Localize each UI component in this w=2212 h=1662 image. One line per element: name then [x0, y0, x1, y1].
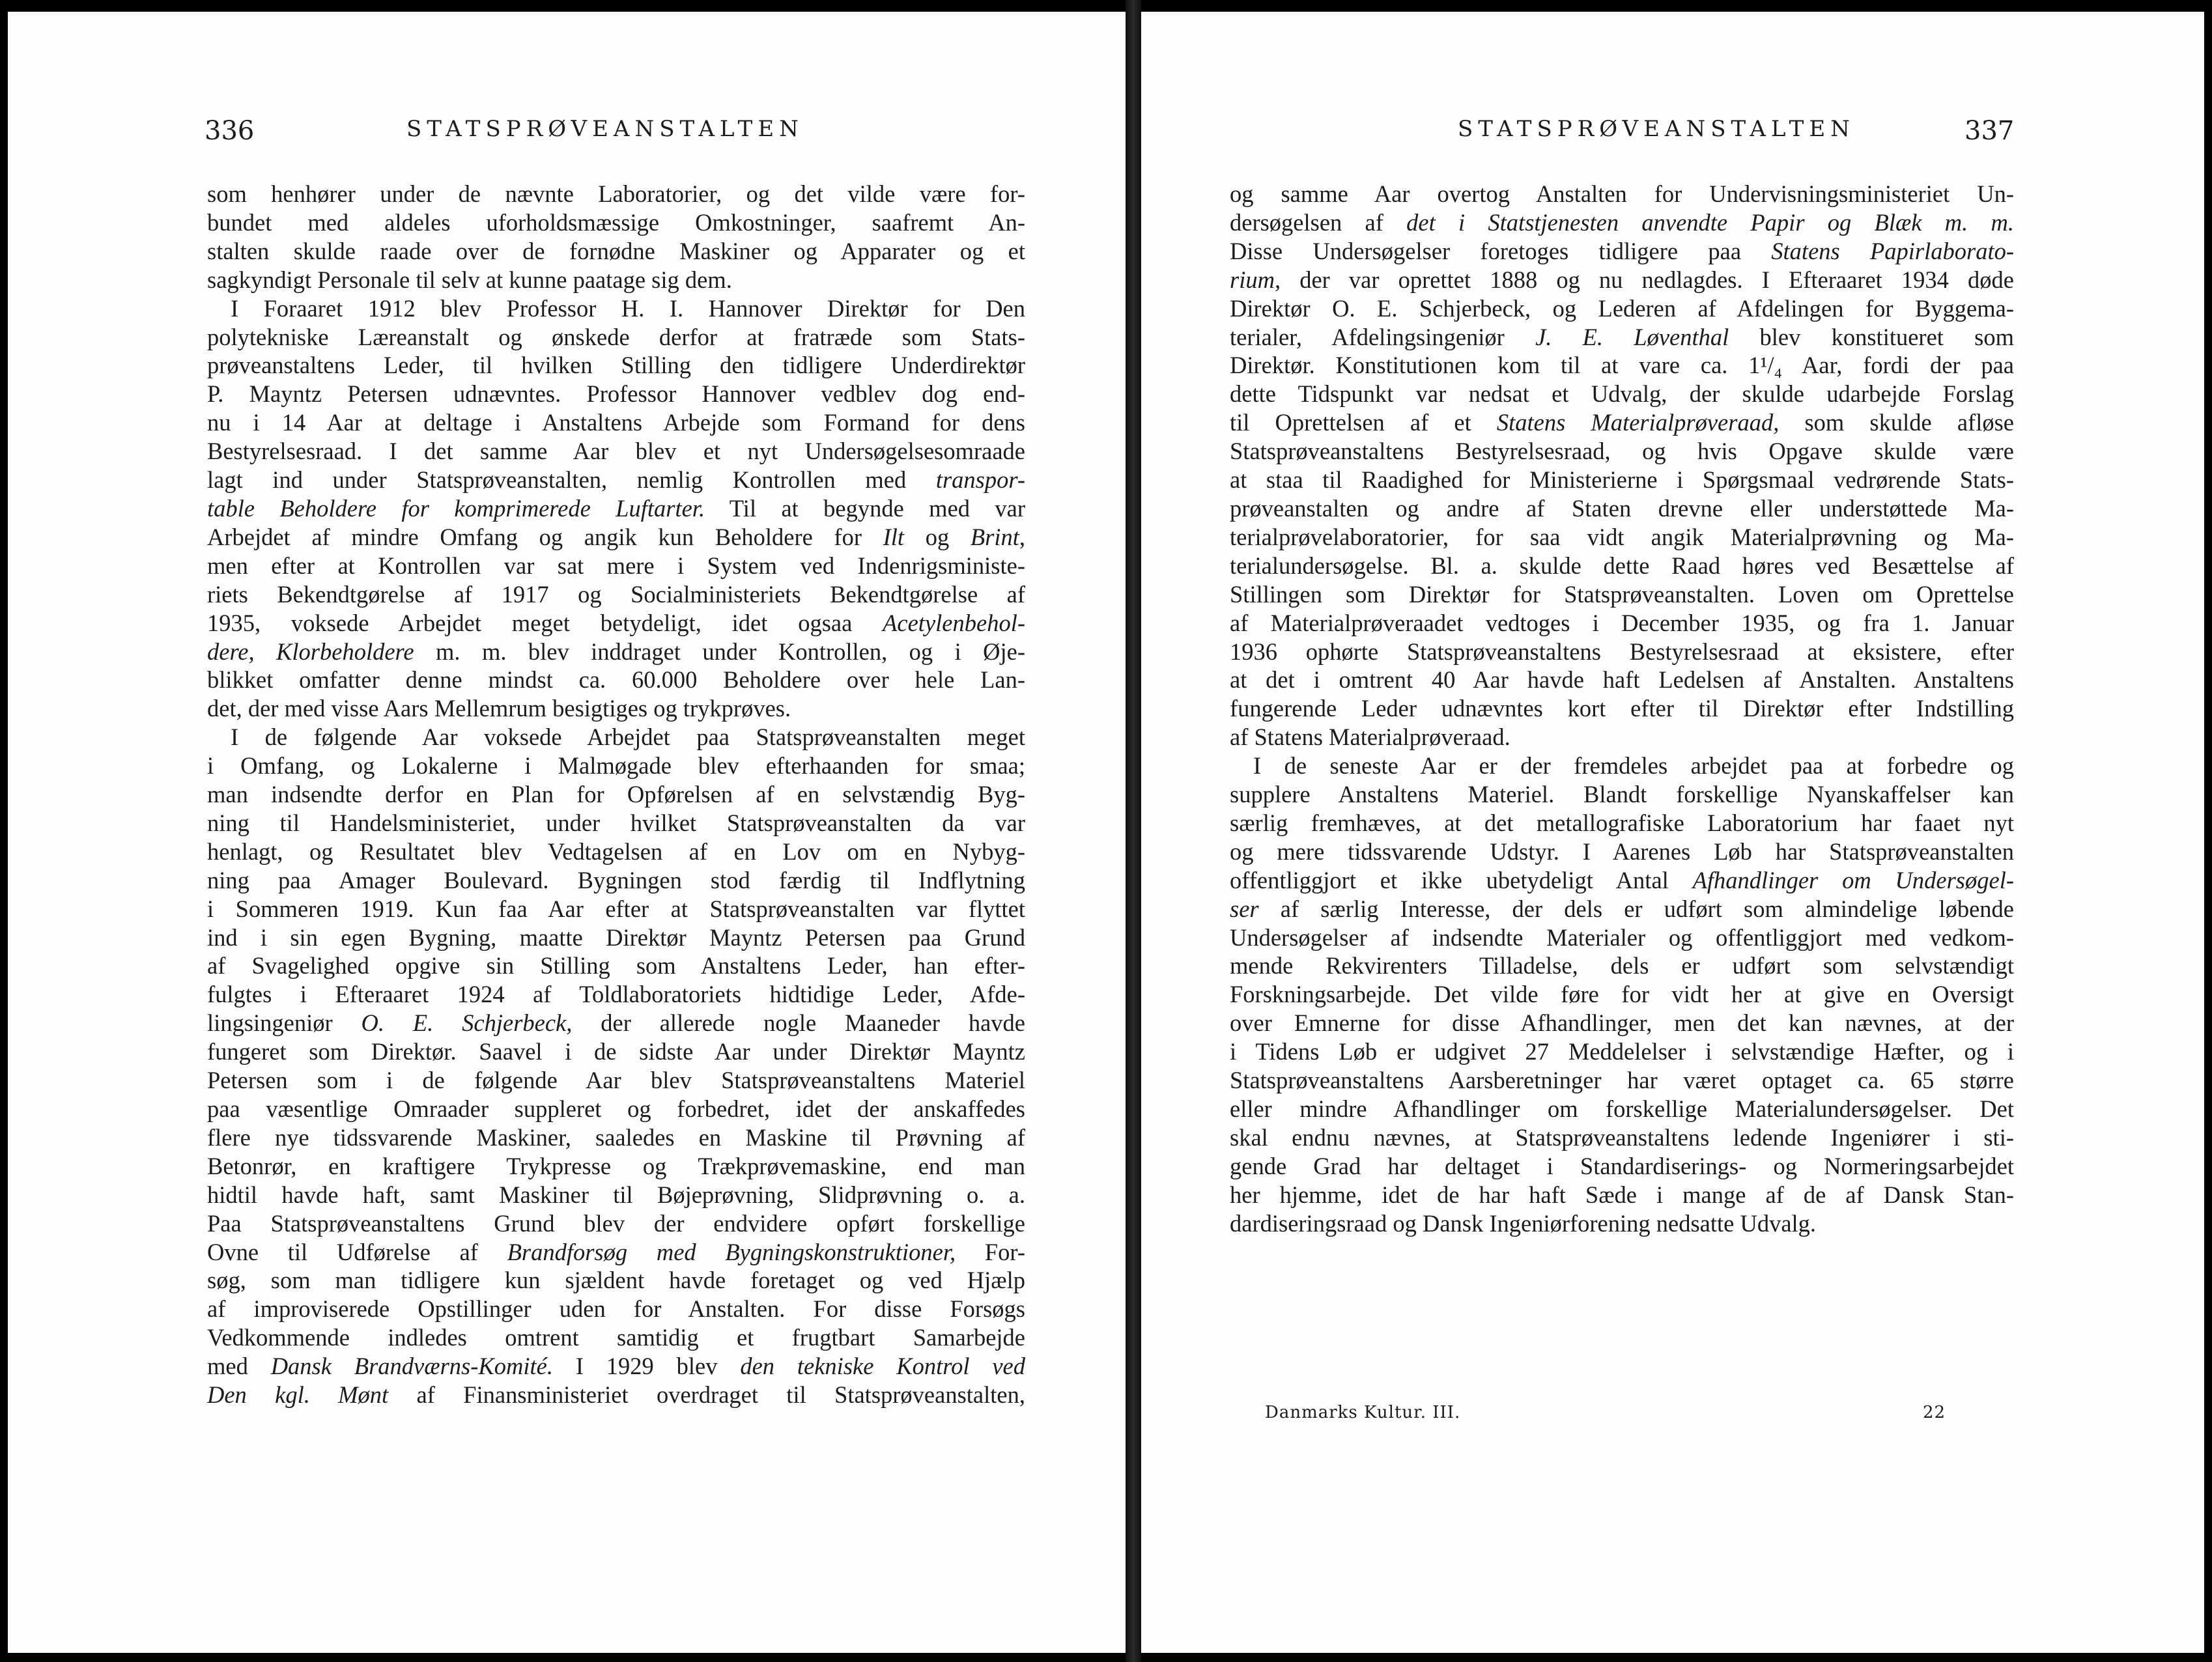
text-line: flere nye tidssvarende Maskiner, saaledes en Maskine til Prøvning af	[207, 1123, 1025, 1151]
text-line: dersøgelsen af det i Statstjenesten anvendte Papir og Blæk m. m.	[1230, 208, 2014, 236]
text-line: terialprøvelaboratorier, for saa vidt angik Materialprøvning og Ma-	[1230, 523, 2014, 550]
text-line: I Foraaret 1912 blev Professor H. I. Hannover Direktør for Den	[231, 294, 1025, 322]
text-line: riets Bekendtgørelse af 1917 og Socialministeriets Bekendtgørelse af	[207, 580, 1025, 608]
text-line: polytekniske Læreanstalt og ønskede derfor at fratræde som Stats-	[207, 323, 1025, 350]
text-line: ser af særlig Interesse, der dels er udført som almindelige løbende	[1230, 895, 2014, 922]
text-line: table Beholdere for komprimerede Luftarter. Til at begynde med var	[207, 494, 1026, 522]
text-line: mende Rekvirenters Tilladelse, dels er udført som selvstændigt	[1230, 952, 2014, 979]
text-line: Statsprøveanstaltens Aarsberetninger har været optaget ca. 65 større	[1230, 1067, 2014, 1094]
text-line: terialundersøgelse. Bl. a. skulde dette Raad høres ved Besættelse af	[1230, 552, 2014, 579]
text-line: Den kgl. Mønt af Finansministeriet overdraget til Statsprøveanstalten,	[207, 1381, 1025, 1409]
text-line: men efter at Kontrollen var sat mere i System ved Indenrigsministe-	[207, 552, 1025, 579]
text-line: Forskningsarbejde. Det vilde føre for vidt her at give en Oversigt	[1230, 981, 2014, 1008]
text-line: offentliggjort et ikke ubetydeligt Antal Afhandlinger om Undersøgel-	[1230, 866, 2014, 894]
left-body-text	[207, 180, 1025, 1409]
text-line: 1936 ophørte Statsprøveanstaltens Bestyrelsesraad at eksistere, efter	[1230, 638, 2014, 665]
running-head-right: STATSPRØVEANSTALTEN	[1458, 116, 1855, 142]
text-line: fungeret som Direktør. Saavel i de sidste Aar under Direktør Mayntz	[207, 1038, 1025, 1065]
text-line: med Dansk Brandværns-Komité. I 1929 blev den tekniske Kontrol ved	[207, 1353, 1025, 1380]
text-line: Paa Statsprøveanstaltens Grund blev der endvidere opført forskellige	[207, 1209, 1025, 1237]
text-line: lagt ind under Statsprøveanstalten, nemlig Kontrollen med transpor-	[207, 466, 1025, 494]
text-line: her hjemme, idet de har haft Sæde i mange af de af Dansk Stan-	[1230, 1181, 2014, 1208]
text-line: særlig fremhæves, at det metallografiske Laboratorium har faaet nyt	[1230, 809, 2014, 836]
right-body-text	[1230, 180, 2014, 1238]
text-line: lingsingeniør O. E. Schjerbeck, der allerede nogle Maaneder havde	[207, 1009, 1025, 1037]
text-line: nu i 14 Aar at deltage i Anstaltens Arbejde som Formand for dens	[207, 409, 1025, 436]
text-line: fungerende Leder udnævntes kort efter til Direktør efter Indstilling	[1230, 695, 2014, 722]
text-line: over Emnerne for disse Afhandlinger, men det kan nævnes, at der	[1230, 1009, 2014, 1037]
text-line: Petersen som i de følgende Aar blev Statsprøveanstaltens Materiel	[207, 1067, 1025, 1094]
text-line: dardiseringsraad og Dansk Ingeniørforening nedsatte Udvalg.	[1230, 1209, 1817, 1237]
text-line: ning til Handelsministeriet, under hvilket Statsprøveanstalten da var	[207, 809, 1025, 836]
running-head-left: STATSPRØVEANSTALTEN	[406, 116, 804, 142]
text-line: af improviserede Opstillinger uden for Anstalten. For disse Forsøgs	[207, 1295, 1025, 1323]
text-line: stalten skulde raade over de fornødne Maskiner og Apparater og et	[207, 237, 1025, 264]
text-line: at det i omtrent 40 Aar havde haft Ledelsen af Anstalten. Anstaltens	[1230, 666, 2014, 694]
text-line: det, der med visse Aars Mellemrum besigtiges og trykprøves.	[207, 695, 791, 722]
text-line: Bestyrelsesraad. I det samme Aar blev et nyt Undersøgelsesomraade	[207, 438, 1025, 465]
text-line: sagkyndigt Personale til selv at kunne paatage sig dem.	[207, 266, 732, 293]
text-line: af Svagelighed opgive sin Stilling som Anstaltens Leder, han efter-	[207, 952, 1025, 979]
text-line: gende Grad har deltaget i Standardiserings- og Normeringsarbejdet	[1230, 1152, 2014, 1179]
text-line: I de seneste Aar er der fremdeles arbejdet paa at forbedre og	[1253, 752, 2014, 780]
text-line: Direktør. Konstitutionen kom til at vare ca. 1¹/₄ Aar, fordi der paa	[1230, 352, 2014, 379]
text-line: terialer, Afdelingsingeniør J. E. Løventhal blev konstitueret som	[1230, 323, 2015, 350]
text-line: Direktør O. E. Schjerbeck, og Lederen af Afdelingen for Byggema-	[1230, 294, 2014, 322]
text-line: ning paa Amager Boulevard. Bygningen stod færdig til Indflytning	[207, 866, 1025, 894]
text-line: man indsendte derfor en Plan for Opførelsen af en selvstændig Byg-	[207, 781, 1025, 808]
text-line: i Sommeren 1919. Kun faa Aar efter at Statsprøveanstalten var flyttet	[207, 895, 1025, 922]
text-line: Arbejdet af mindre Omfang og angik kun Beholdere for Ilt og Brint,	[207, 523, 1026, 550]
text-line: I de følgende Aar voksede Arbejdet paa Statsprøveanstalten meget	[231, 724, 1025, 751]
book-gutter	[1126, 0, 1141, 1662]
text-line: skal endnu nævnes, at Statsprøveanstaltens ledende Ingeniører i sti-	[1230, 1123, 2014, 1151]
text-line: Statsprøveanstaltens Bestyrelsesraad, og hvis Opgave skulde være	[1230, 438, 2014, 465]
text-line: og samme Aar overtog Anstalten for Undervisningsministeriet Un-	[1230, 180, 2014, 207]
text-line: bundet med aldeles uforholdsmæssige Omkostninger, saafremt An-	[207, 208, 1025, 236]
text-line: henlagt, og Resultatet blev Vedtagelsen af en Lov om en Nybyg-	[207, 838, 1025, 865]
text-line: eller mindre Afhandlinger om forskellige Materialundersøgelser. Det	[1230, 1095, 2014, 1122]
text-line: som henhører under de nævnte Laboratorier, og det vilde være for-	[207, 180, 1025, 207]
text-line: ind i sin egen Bygning, maatte Direktør Mayntz Petersen paa Grund	[207, 923, 1025, 951]
page-number-right: 337	[1964, 116, 2015, 146]
text-line: Undersøgelser af indsendte Materialer og offentliggjort med vedkom-	[1230, 923, 2014, 951]
text-line: at staa til Raadighed for Ministerierne i Spørgsmaal vedrørende Stats-	[1230, 466, 2014, 494]
page-number-left: 336	[205, 116, 255, 146]
text-line: Vedkommende indledes omtrent samtidig et frugtbart Samarbejde	[207, 1324, 1025, 1351]
text-line: Ovne til Udførelse af Brandforsøg med Bygningskonstruktioner, For-	[207, 1238, 1025, 1265]
text-line: hidtil havde haft, samt Maskiner til Bøjeprøvning, Slidprøvning o. a.	[207, 1181, 1025, 1208]
text-line: søg, som man tidligere kun sjældent havde foretaget og ved Hjælp	[207, 1267, 1025, 1294]
text-line: Disse Undersøgelser foretoges tidligere paa Statens Papirlaborato-	[1230, 237, 2015, 264]
text-line: til Oprettelsen af et Statens Materialprøveraad, som skulde afløse	[1230, 409, 2014, 436]
left-page	[8, 12, 1126, 1653]
text-line: fulgtes i Efteraaret 1924 af Toldlaboratoriets hidtidige Leder, Afde-	[207, 981, 1025, 1008]
text-line: i Omfang, og Lokalerne i Malmøgade blev efterhaanden for smaa;	[207, 752, 1025, 780]
text-line: 1935, voksede Arbejdet meget betydeligt, idet ogsaa Acetylenbehol-	[207, 609, 1025, 636]
text-line: blikket omfatter denne mindst ca. 60.000 Beholdere over hele Lan-	[207, 666, 1025, 694]
text-line: Betonrør, en kraftigere Trykpresse og Trækprøvemaskine, end man	[207, 1152, 1025, 1179]
text-line: dette Tidspunkt var nedsat et Udvalg, der skulde udarbejde Forslag	[1230, 380, 2014, 408]
text-line: prøveanstalten og andre af Staten drevne eller understøttede Ma-	[1230, 494, 2014, 522]
right-page	[1141, 12, 2204, 1653]
text-line: i Tidens Løb er udgivet 27 Meddelelser i selvstændige Hæfter, og i	[1230, 1038, 2014, 1065]
text-line: supplere Anstaltens Materiel. Blandt forskellige Nyanskaffelser kan	[1230, 781, 2014, 808]
text-line: rium, der var oprettet 1888 og nu nedlagdes. I Efteraaret 1934 døde	[1230, 266, 2014, 293]
text-line: P. Mayntz Petersen udnævntes. Professor Hannover vedblev dog end-	[207, 380, 1025, 408]
text-line: paa væsentlige Omraader suppleret og forbedret, idet der anskaffedes	[207, 1095, 1025, 1122]
text-line: prøveanstaltens Leder, til hvilken Stilling den tidligere Underdirektør	[207, 352, 1025, 379]
text-line: og mere tidssvarende Udstyr. I Aarenes Løb har Statsprøveanstalten	[1230, 838, 2014, 865]
text-line: Stillingen som Direktør for Statsprøveanstalten. Loven om Oprettelse	[1230, 580, 2014, 608]
footer-book-title: Danmarks Kultur. III.	[1265, 1403, 1461, 1422]
text-line: af Materialprøveraadet vedtoges i December 1935, og fra 1. Januar	[1230, 609, 2014, 636]
footer-signature: 22	[1923, 1403, 1946, 1422]
text-line: af Statens Materialprøveraad.	[1230, 724, 1510, 751]
text-line: dere, Klorbeholdere m. m. blev inddraget under Kontrollen, og i Øje-	[207, 638, 1025, 665]
